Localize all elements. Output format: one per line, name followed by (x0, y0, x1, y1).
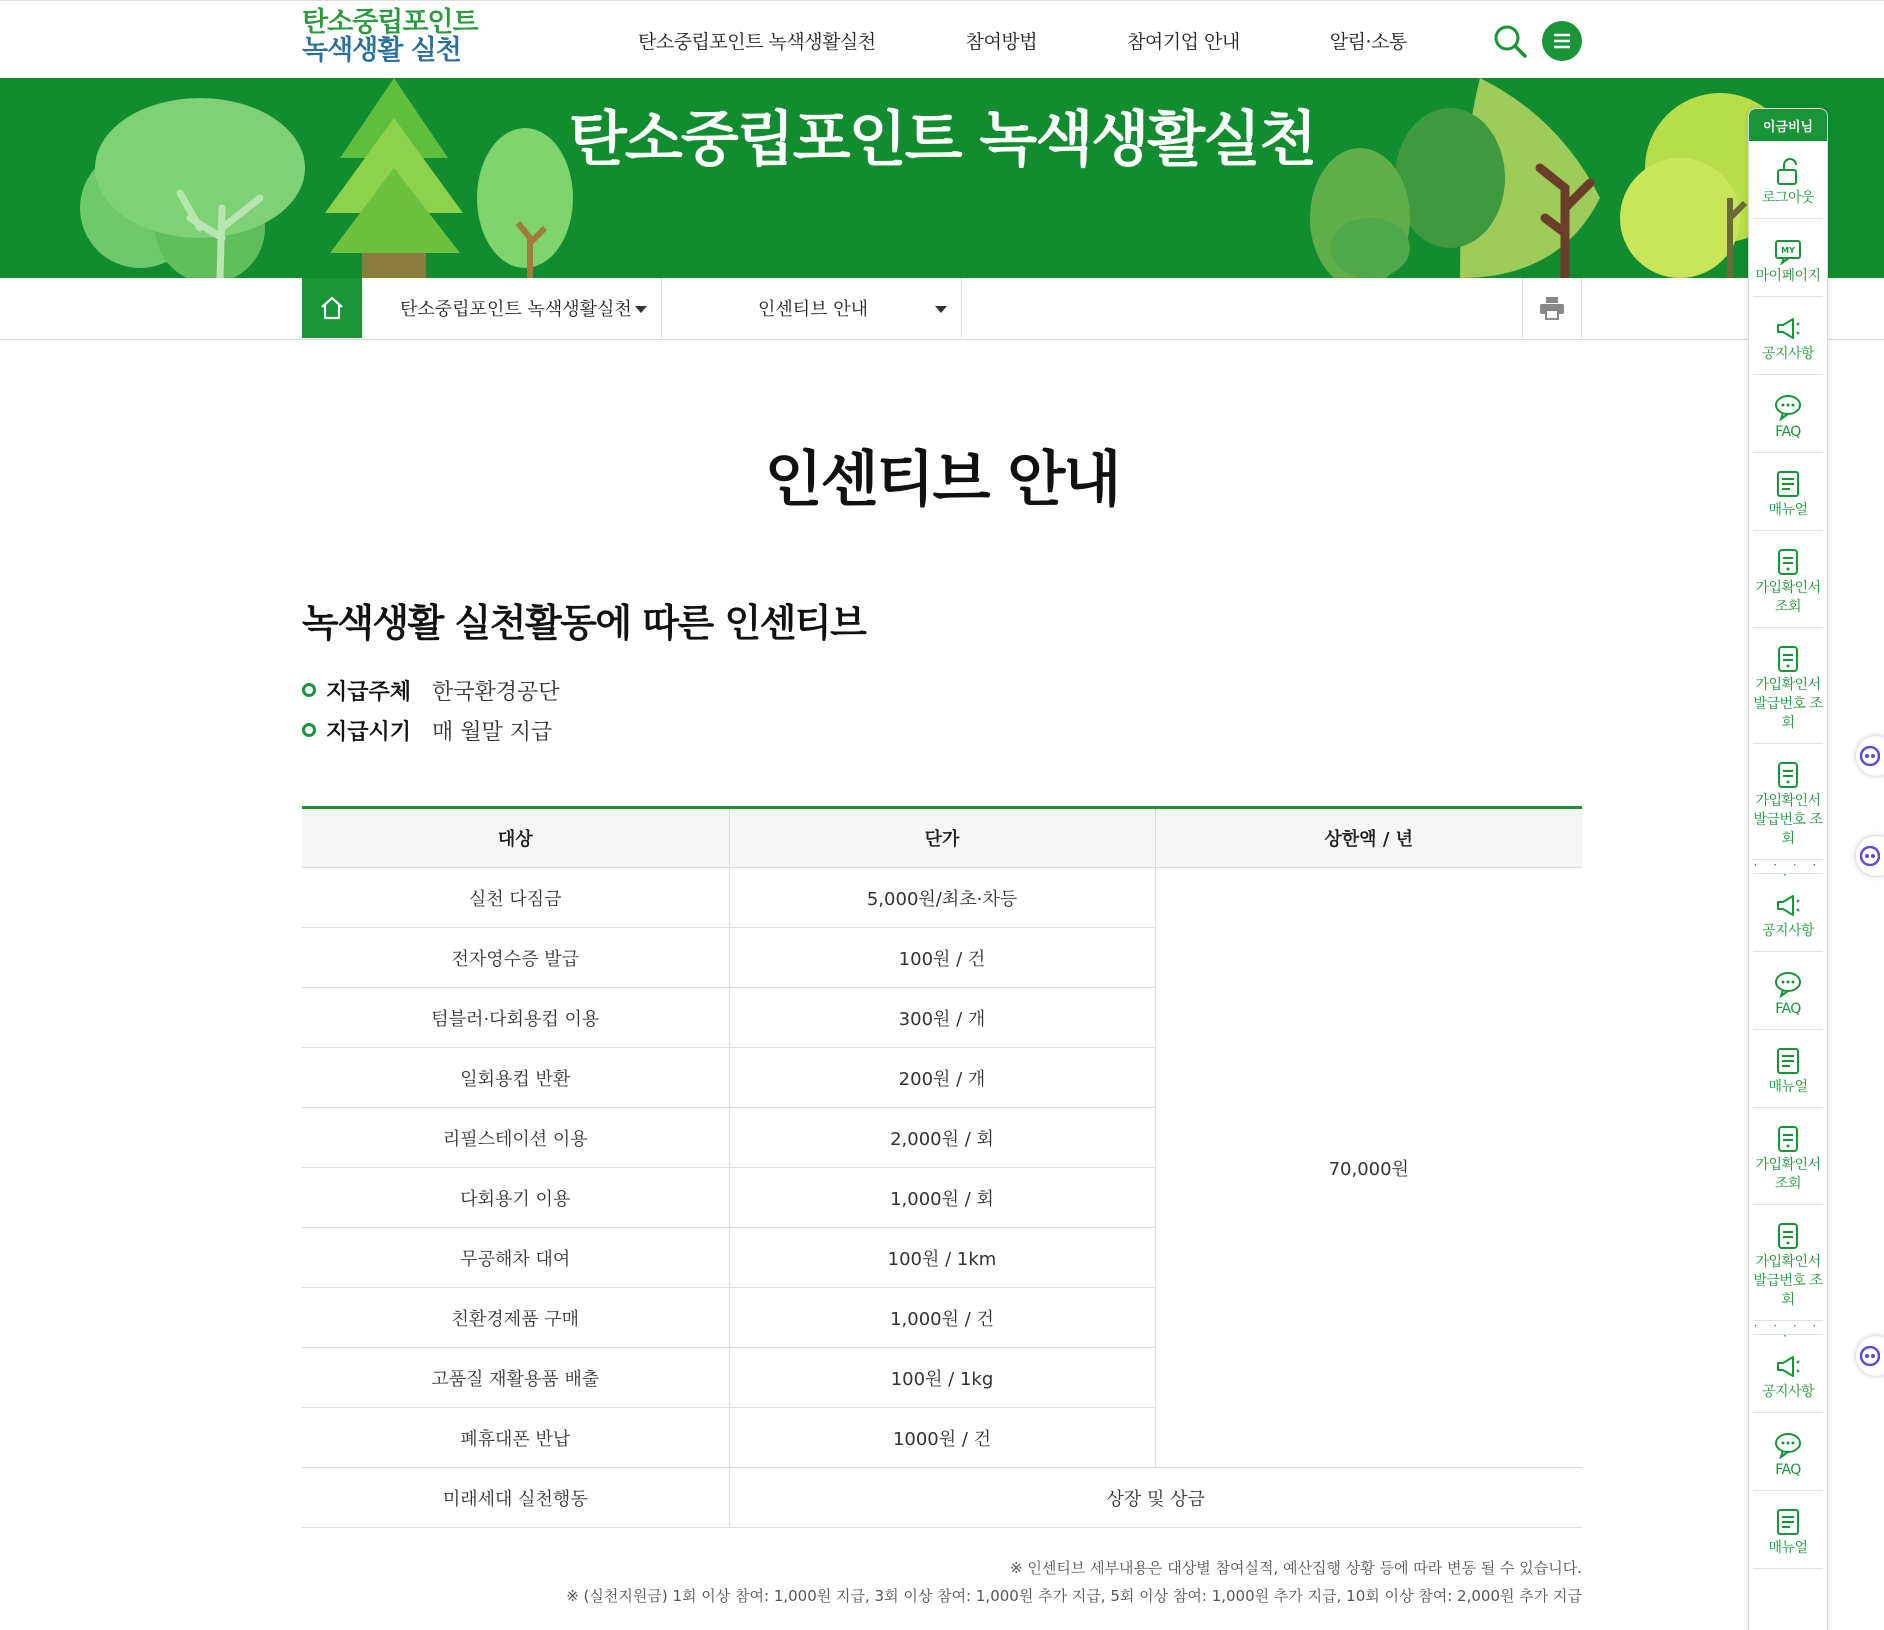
table-body (302, 868, 1582, 1528)
megaphone-icon (1773, 313, 1803, 343)
nav-item-notice[interactable]: 알림·소통 (1329, 30, 1407, 53)
column-header-price: 단가 (729, 808, 1155, 868)
cell-price: 1000원 / 건 (729, 1408, 1155, 1468)
nav-item-green-life[interactable]: 탄소중립포인트 녹색생활실천 (638, 30, 876, 53)
quick-menu-label: 공지사항 (1761, 923, 1815, 939)
quick-menu-item[interactable] (1753, 141, 1823, 219)
info-label: 지급주체 (326, 679, 412, 705)
print-button[interactable] (1522, 278, 1582, 338)
home-button[interactable] (302, 278, 362, 338)
cell-target: 전자영수증 발급 (302, 928, 729, 988)
quick-menu-item[interactable] (1753, 1335, 1823, 1413)
cell-target: 리필스테이션 이용 (302, 1108, 729, 1168)
quick-menu-label: 로그아웃 (1761, 190, 1815, 206)
cell-price: 200원 / 개 (729, 1048, 1155, 1108)
cell-price: 1,000원 / 회 (729, 1168, 1155, 1228)
cell-price: 5,000원/최초·차등 (729, 868, 1155, 928)
cell-target: 고품질 재활용품 배출 (302, 1348, 729, 1408)
quick-menu-item[interactable] (1753, 874, 1823, 952)
quick-menu-user: 이금비님 (1749, 109, 1827, 141)
svg-text:MY: MY (1781, 246, 1795, 255)
quick-menu-label: 매뉴얼 (1768, 1540, 1808, 1556)
chevron-down-icon (935, 306, 947, 313)
quick-menu-label: 마이페이지 (1755, 268, 1821, 284)
cell-price: 300원 / 개 (729, 988, 1155, 1048)
bullet-icon (302, 723, 316, 737)
document-icon (1773, 1221, 1803, 1251)
payment-info-list (302, 670, 560, 750)
home-icon (319, 295, 345, 321)
chat-icon (1773, 968, 1803, 998)
megaphone-icon (1773, 890, 1803, 920)
table-row (302, 1468, 1582, 1528)
divider-dots: · · · · · (1753, 1319, 1823, 1343)
nav-item-participation[interactable]: 참여방법 (965, 30, 1038, 53)
cell-price: 100원 / 1km (729, 1228, 1155, 1288)
main-nav (600, 1, 1497, 79)
site-logo[interactable] (302, 9, 478, 65)
cell-price: 100원 / 건 (729, 928, 1155, 988)
quick-menu-label: 가입확인서 발급번호 조회 (1753, 677, 1823, 731)
quick-menu-label: FAQ (1775, 1462, 1801, 1478)
quick-menu-item[interactable] (1753, 531, 1823, 628)
logo-line2: 녹색생활 실천 (302, 35, 461, 66)
quick-menu-label: 가입확인서 조회 (1755, 580, 1821, 615)
quick-menu (1748, 108, 1828, 1630)
document-icon (1773, 760, 1803, 790)
cell-target: 친환경제품 구매 (302, 1288, 729, 1348)
search-button[interactable] (1492, 23, 1528, 59)
location-depth1-label: 탄소중립포인트 녹색생활실천 (400, 299, 632, 320)
chat-icon (1773, 1429, 1803, 1459)
quick-menu-item[interactable] (1753, 297, 1823, 375)
quick-menu-item[interactable] (1753, 453, 1823, 531)
chat-icon (1773, 391, 1803, 421)
bullet-icon (302, 683, 316, 697)
quick-menu-item[interactable] (1753, 744, 1823, 860)
info-value: 매 월말 지급 (432, 719, 553, 745)
manual-icon (1773, 469, 1803, 499)
note-line: ※ (실천지원금) 1회 이상 참여: 1,000원 지급, 3회 이상 참여: 1,000원 추가 지급, 5회 이상 참여: 1,000원 추가 지급, 10회 이상 참여: 2,000원 추가 지급 (566, 1587, 1582, 1605)
info-label: 지급시기 (326, 719, 412, 745)
cell-target: 다회용기 이용 (302, 1168, 729, 1228)
cell-reward: 상장 및 상금 (729, 1468, 1582, 1528)
table-header-row (302, 808, 1582, 868)
cell-annual-cap: 70,000원 (1155, 868, 1582, 1468)
document-icon (1773, 547, 1803, 577)
all-menu-button[interactable] (1542, 21, 1582, 61)
cell-price: 2,000원 / 회 (729, 1108, 1155, 1168)
quick-menu-item[interactable] (1753, 1491, 1823, 1569)
column-header-target: 대상 (302, 808, 729, 868)
info-row-payer (302, 670, 560, 710)
note-line: ※ 인센티브 세부내용은 대상별 참여실적, 예산집행 상황 등에 따라 변동 될 수 있습니다. (1010, 1559, 1582, 1577)
cell-price: 1,000원 / 건 (729, 1288, 1155, 1348)
print-icon (1539, 296, 1565, 320)
divider-dots: · · · · · (1753, 858, 1823, 882)
quick-menu-label: 가입확인서 발급번호 조회 (1753, 1254, 1823, 1308)
quick-menu-item[interactable] (1753, 1030, 1823, 1108)
info-value: 한국환경공단 (432, 679, 560, 705)
site-header (0, 0, 1884, 78)
banner-title: 탄소중립포인트 녹색생활실천 (568, 105, 1316, 175)
quick-menu-item[interactable] (1753, 1413, 1823, 1491)
cell-target: 폐휴대폰 반납 (302, 1408, 729, 1468)
document-icon (1773, 1124, 1803, 1154)
cell-target: 일회용컵 반환 (302, 1048, 729, 1108)
quick-menu-item[interactable] (1753, 1108, 1823, 1205)
cell-target: 실천 다짐금 (302, 868, 729, 928)
quick-menu-items (1749, 141, 1827, 1569)
logo-line1: 탄소중립포인트 (302, 7, 478, 38)
nav-item-companies[interactable]: 참여기업 안내 (1127, 30, 1240, 53)
sub-visual-banner (0, 78, 1884, 278)
logout-icon (1773, 157, 1803, 187)
section-title: 녹색생활 실천활동에 따른 인센티브 (302, 601, 866, 645)
location-depth2-label: 인센티브 안내 (758, 299, 869, 320)
quick-menu-label: 가입확인서 조회 (1755, 1157, 1821, 1192)
chatbot-icon (1860, 1346, 1880, 1366)
table-row (302, 868, 1582, 928)
hamburger-icon (1542, 21, 1582, 61)
incentive-table (302, 806, 1582, 1528)
document-icon (1773, 644, 1803, 674)
cell-target: 미래세대 실천행동 (302, 1468, 729, 1528)
megaphone-icon (1773, 1351, 1803, 1381)
chatbot-icon (1860, 846, 1880, 866)
my-icon (1773, 235, 1803, 265)
quick-menu-label: FAQ (1775, 424, 1801, 440)
chatbot-icon (1860, 746, 1880, 766)
page-title: 인센티브 안내 (764, 445, 1120, 515)
manual-icon (1773, 1507, 1803, 1537)
quick-menu-label: 매뉴얼 (1768, 1079, 1808, 1095)
quick-menu-label: 공지사항 (1761, 1384, 1815, 1400)
notes (302, 1554, 1582, 1610)
chevron-down-icon (635, 306, 647, 313)
quick-menu-item[interactable] (1753, 375, 1823, 453)
chatbot-button[interactable] (1856, 1336, 1884, 1376)
location-depth1-dropdown[interactable] (362, 278, 662, 338)
column-header-cap: 상한액 / 년 (1155, 808, 1582, 868)
quick-menu-item[interactable] (1753, 1205, 1823, 1321)
quick-menu-item[interactable] (1753, 628, 1823, 744)
quick-menu-item[interactable] (1753, 219, 1823, 297)
location-bar (0, 278, 1884, 340)
manual-icon (1773, 1046, 1803, 1076)
search-icon (1492, 23, 1528, 59)
cell-price: 100원 / 1kg (729, 1348, 1155, 1408)
chatbot-button[interactable] (1856, 836, 1884, 876)
location-depth2-dropdown[interactable] (662, 278, 962, 338)
chatbot-button[interactable] (1856, 736, 1884, 776)
quick-menu-label: FAQ (1775, 1001, 1801, 1017)
quick-menu-item[interactable] (1753, 952, 1823, 1030)
quick-menu-label: 공지사항 (1761, 346, 1815, 362)
info-row-timing (302, 710, 560, 750)
cell-target: 무공해차 대여 (302, 1228, 729, 1288)
quick-menu-label: 가입확인서 발급번호 조회 (1753, 793, 1823, 847)
cell-target: 텀블러·다회용컵 이용 (302, 988, 729, 1048)
quick-menu-label: 매뉴얼 (1768, 502, 1808, 518)
